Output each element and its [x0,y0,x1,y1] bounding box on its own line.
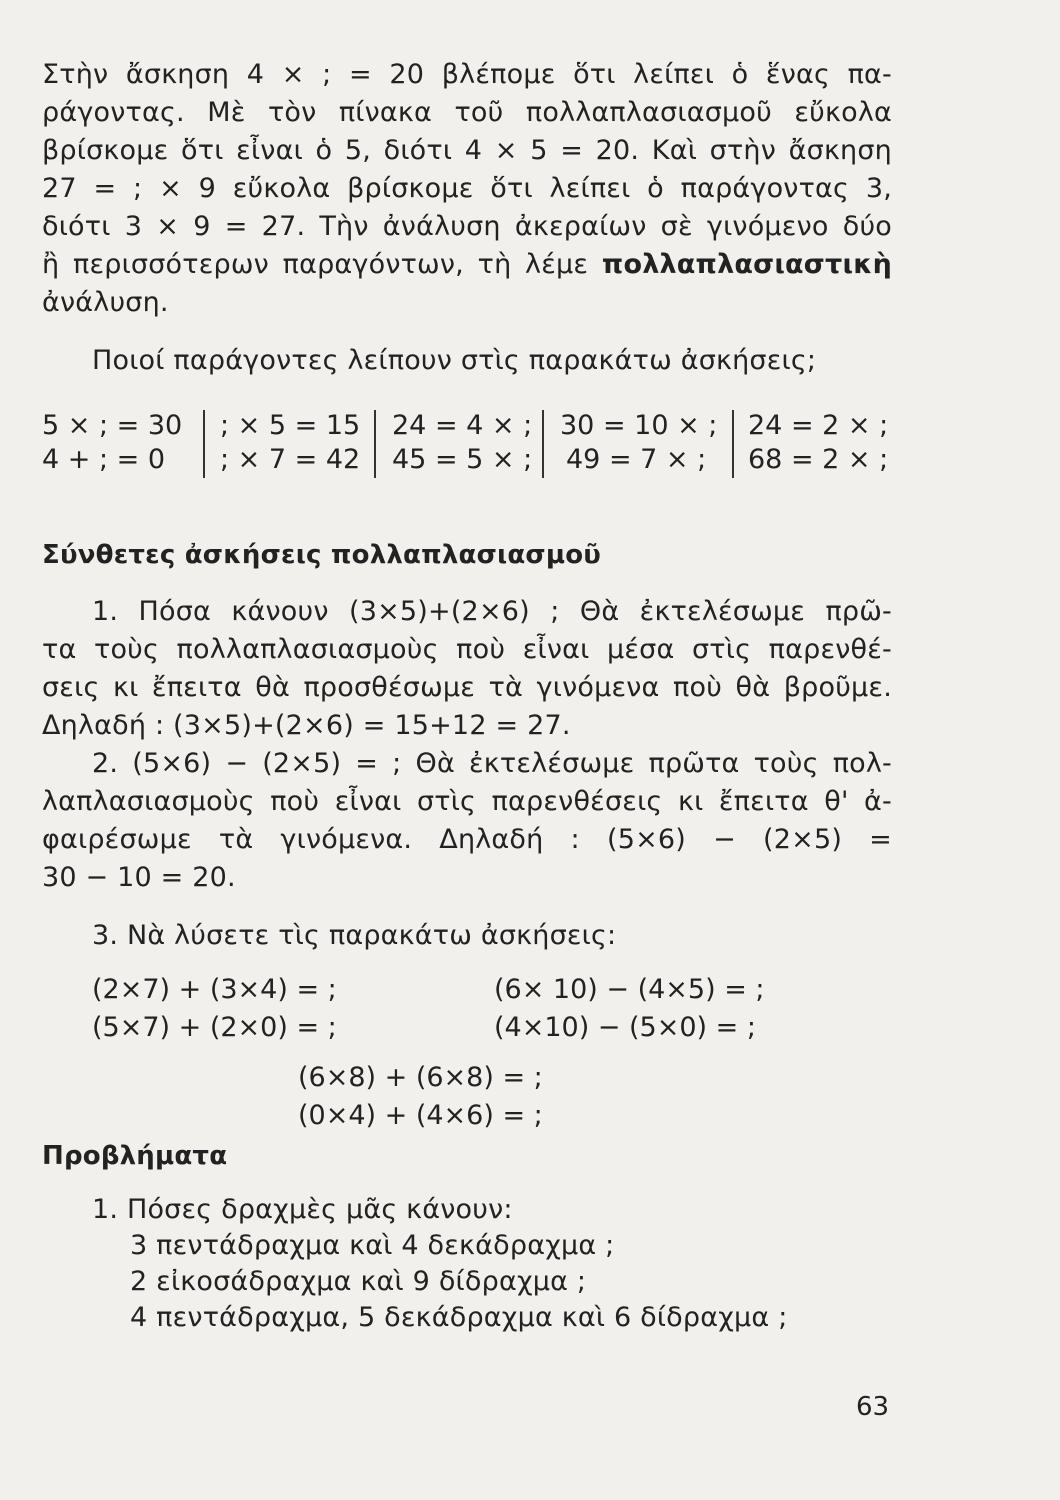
composite-p3: 3. Νὰ λύσετε τὶς παρακάτω ἀσκήσεις: [92,920,617,951]
composite-p1-line-3: σεις κι ἔπειτα θὰ προσθέσωμε τὰ γινόμενα ποὺ θὰ βροῦμε. [42,672,892,703]
composite-exercise-2: (6× 10) − (4×5) = ; [494,974,765,1005]
composite-p2-line-2: λαπλασιασμοὺς ποὺ εἶναι στὶς παρενθέσεις κι ἔπειτα θ' ἀ- [42,786,892,817]
page-number: 63 [856,1392,890,1422]
exercise-r1-c2: ; × 5 = 15 [220,410,361,441]
composite-exercise-1: (2×7) + (3×4) = ; [92,974,337,1005]
intro-line-5: διότι 3 × 9 = 27. Τὴν ἀνάλυση ἀκεραίων σὲ γινόμενο δύο [42,211,892,242]
intro-line-7: ἀνάλυση. [42,287,169,318]
problem-1-question: 1. Πόσες δραχμὲς μᾶς κάνουν: [92,1194,513,1225]
problem-1-item-a: 3 πεντάδραχμα καὶ 4 δεκάδραχμα ; [130,1230,615,1261]
intro-line-3: βρίσκομε ὅτι εἶναι ὁ 5, διότι 4 × 5 = 20. Καὶ στὴν ἄσκηση [42,135,892,166]
composite-exercise-5: (6×8) + (6×8) = ; [298,1062,543,1093]
missing-factors-question: Ποιοί παράγοντες λείπουν στὶς παρακάτω ἀσκήσεις; [92,345,817,376]
column-divider [732,410,734,478]
intro-line-6-text: ἢ περισσότερων παραγόντων, τὴ λέμε [42,249,602,280]
composite-exercise-4: (4×10) − (5×0) = ; [494,1012,756,1043]
column-divider [374,410,376,478]
composite-p2-line-3: φαιρέσωμε τὰ γινόμενα. Δηλαδή : (5×6) − (2×5) = [42,824,892,855]
intro-line-2: ράγοντας. Μὲ τὸν πίνακα τοῦ πολλαπλασιασμοῦ εὔκολα [42,97,892,128]
exercise-r1-c5: 24 = 2 × ; [748,410,889,441]
composite-exercise-3: (5×7) + (2×0) = ; [92,1012,337,1043]
composite-p2-line-1: 2. (5×6) − (2×5) = ; Θὰ ἐκτελέσωμε πρῶτα τοὺς πολ- [92,748,892,779]
exercise-r1-c4: 30 = 10 × ; [560,410,718,441]
intro-line-6 [42,247,892,283]
intro-line-4: 27 = ; × 9 εὔκολα βρίσκομε ὅτι λείπει ὁ παράγοντας 3, [42,173,892,204]
exercise-r2-c1: 4 + ; = 0 [42,444,166,475]
exercise-r2-c5: 68 = 2 × ; [748,444,889,475]
problem-1-item-b: 2 εἰκοσάδραχμα καὶ 9 δίδραχμα ; [130,1266,587,1297]
exercise-r1-c1: 5 × ; = 30 [42,410,183,441]
exercise-r2-c4: 49 = 7 × ; [566,444,707,475]
composite-exercise-6: (0×4) + (4×6) = ; [298,1100,543,1131]
composite-p2-line-4: 30 − 10 = 20. [42,862,236,893]
composite-p1-line-1: 1. Πόσα κάνουν (3×5)+(2×6) ; Θὰ ἐκτελέσωμε πρῶ- [92,596,892,627]
problem-1-item-c: 4 πεντάδραχμα, 5 δεκάδραχμα καὶ 6 δίδραχμα ; [130,1302,788,1333]
section-heading-composite: Σύνθετες ἀσκήσεις πολλαπλασιασμοῦ [42,540,602,570]
exercise-r2-c2: ; × 7 = 42 [220,444,361,475]
column-divider [542,410,544,478]
intro-line-1: Στὴν ἄσκηση 4 × ; = 20 βλέπομε ὅτι λείπει ὁ ἕνας πα- [42,59,892,90]
exercise-r1-c3: 24 = 4 × ; [392,410,533,441]
column-divider [203,410,205,478]
composite-p1-line-2: τα τοὺς πολλαπλασιασμοὺς ποὺ εἶναι μέσα στὶς παρενθέ- [42,634,892,665]
exercise-r2-c3: 45 = 5 × ; [392,444,533,475]
section-heading-problems: Προβλήματα [42,1141,228,1171]
term-multiplicative-analysis: πολλαπλασιαστικὴ [601,249,892,280]
composite-p1-line-4: Δηλαδή : (3×5)+(2×6) = 15+12 = 27. [42,710,571,741]
